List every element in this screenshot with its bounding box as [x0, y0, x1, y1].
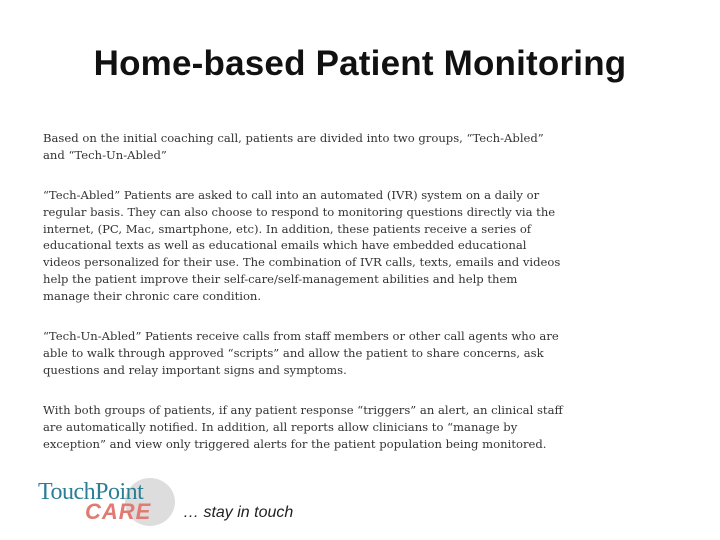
- text-line: videos personalized for their use. The combination of IVR calls, texts, emails and videos: [43, 255, 561, 270]
- text-line: questions and relay important signs and symptoms.: [43, 362, 347, 377]
- logo-brand-bottom: CARE: [85, 499, 152, 524]
- slide-title: Home-based Patient Monitoring: [93, 44, 627, 83]
- text-line: able to walk through approved “scripts” and allow the patient to share concerns, ask: [43, 345, 544, 360]
- text-line: regular basis. They can also choose to respond to monitoring questions directly via the: [43, 204, 556, 219]
- text-line: Based on the initial coaching call, patients are divided into two groups, “Tech-Abled”: [43, 131, 544, 145]
- paragraph-groups: [43, 130, 703, 164]
- text-line: “Tech-Abled” Patients are asked to call into an automated (IVR) system on a daily or: [43, 188, 540, 202]
- touchpoint-care-logo: [35, 477, 315, 525]
- logo-tagline: … stay in touch: [183, 504, 294, 521]
- logo-brand-top: TouchPoint: [38, 479, 144, 505]
- paragraph-tech-abled: [43, 187, 703, 305]
- text-line: educational texts as well as educational emails which have embedded educational: [43, 238, 527, 253]
- text-line: internet, (PC, Mac, smartphone, etc). In addition, these patients receive a series of: [43, 221, 532, 236]
- text-line: are automatically notified. In addition, all reports allow clinicians to “manage by: [43, 419, 518, 434]
- text-line: “Tech-Un-Abled” Patients receive calls from staff members or other call agents who are: [43, 329, 559, 343]
- text-line: manage their chronic care condition.: [43, 288, 262, 303]
- paragraph-alerts: [43, 402, 703, 452]
- text-line: With both groups of patients, if any patient response “triggers” an alert, an clinical staff: [43, 403, 563, 417]
- paragraph-tech-un-abled: [43, 328, 703, 378]
- text-line: exception” and view only triggered alerts for the patient population being monitored.: [43, 436, 547, 451]
- text-line: help the patient improve their self-care/self-management abilities and help them: [43, 271, 518, 286]
- text-line: and “Tech-Un-Abled”: [43, 147, 167, 162]
